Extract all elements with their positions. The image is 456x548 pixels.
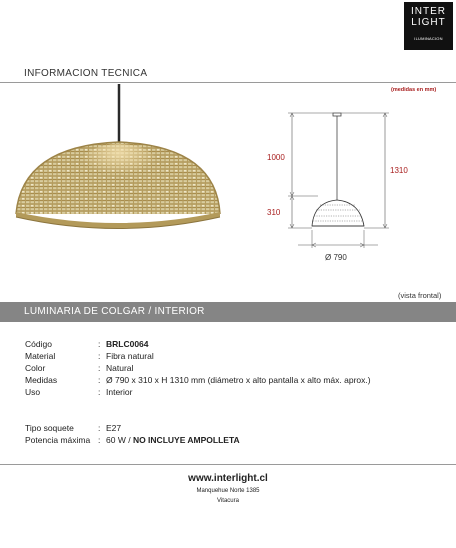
spec-colon: :	[98, 363, 101, 373]
spec-value	[106, 435, 240, 445]
spec-value: BRLC0064	[106, 339, 149, 349]
drop-length-label: 1000	[267, 153, 285, 162]
website-link[interactable]: www.interlight.cl	[188, 473, 268, 484]
bulb-note: NO INCLUYE AMPOLLETA	[132, 435, 240, 445]
spec-label: Código	[25, 339, 52, 349]
shade-height-label: 310	[267, 208, 281, 217]
technical-drawing	[260, 105, 400, 275]
spec-colon: :	[98, 435, 101, 445]
brand-line-3: ILUMINACION	[414, 36, 443, 41]
spec-value: Ø 790 x 310 x H 1310 mm (diámetro x alto pantalla x alto máx. aprox.)	[106, 375, 371, 385]
spec-label: Uso	[25, 387, 41, 397]
brand-logo	[404, 2, 453, 50]
spec-value: Fibra natural	[106, 351, 154, 361]
product-photo	[10, 84, 220, 244]
diameter-label: Ø 790	[325, 253, 347, 262]
spec-value: Interior	[106, 387, 133, 397]
section-title: LUMINARIA DE COLGAR / INTERIOR	[24, 306, 205, 317]
spec-label: Color	[25, 363, 46, 373]
total-height-label: 1310	[390, 166, 408, 175]
page-title: INFORMACION TECNICA	[24, 68, 148, 79]
footer-divider	[0, 464, 456, 465]
header-divider	[0, 82, 456, 83]
section-band	[0, 302, 456, 322]
spec-label: Material	[25, 351, 56, 361]
brand-line-2: LIGHT	[411, 17, 446, 28]
spec-label: Potencia máxima	[25, 435, 91, 445]
power-value: 60 W /	[106, 435, 133, 445]
spec-colon: :	[98, 423, 101, 433]
spec-value: E27	[106, 423, 122, 433]
spec-label: Tipo soquete	[25, 423, 74, 433]
spec-label: Medidas	[25, 375, 58, 385]
shade-rim	[16, 212, 220, 229]
spec-value: Natural	[106, 363, 134, 373]
address-line: Manquehue Norte 1385	[196, 488, 260, 494]
brand-line-1: INTER	[411, 6, 446, 17]
city-line: Vitacura	[217, 498, 239, 504]
spec-colon: :	[98, 339, 101, 349]
view-note: (vista frontal)	[398, 291, 442, 300]
spec-colon: :	[98, 375, 101, 385]
spec-colon: :	[98, 351, 101, 361]
units-note: (medidas en mm)	[391, 87, 437, 93]
spec-colon: :	[98, 387, 101, 397]
